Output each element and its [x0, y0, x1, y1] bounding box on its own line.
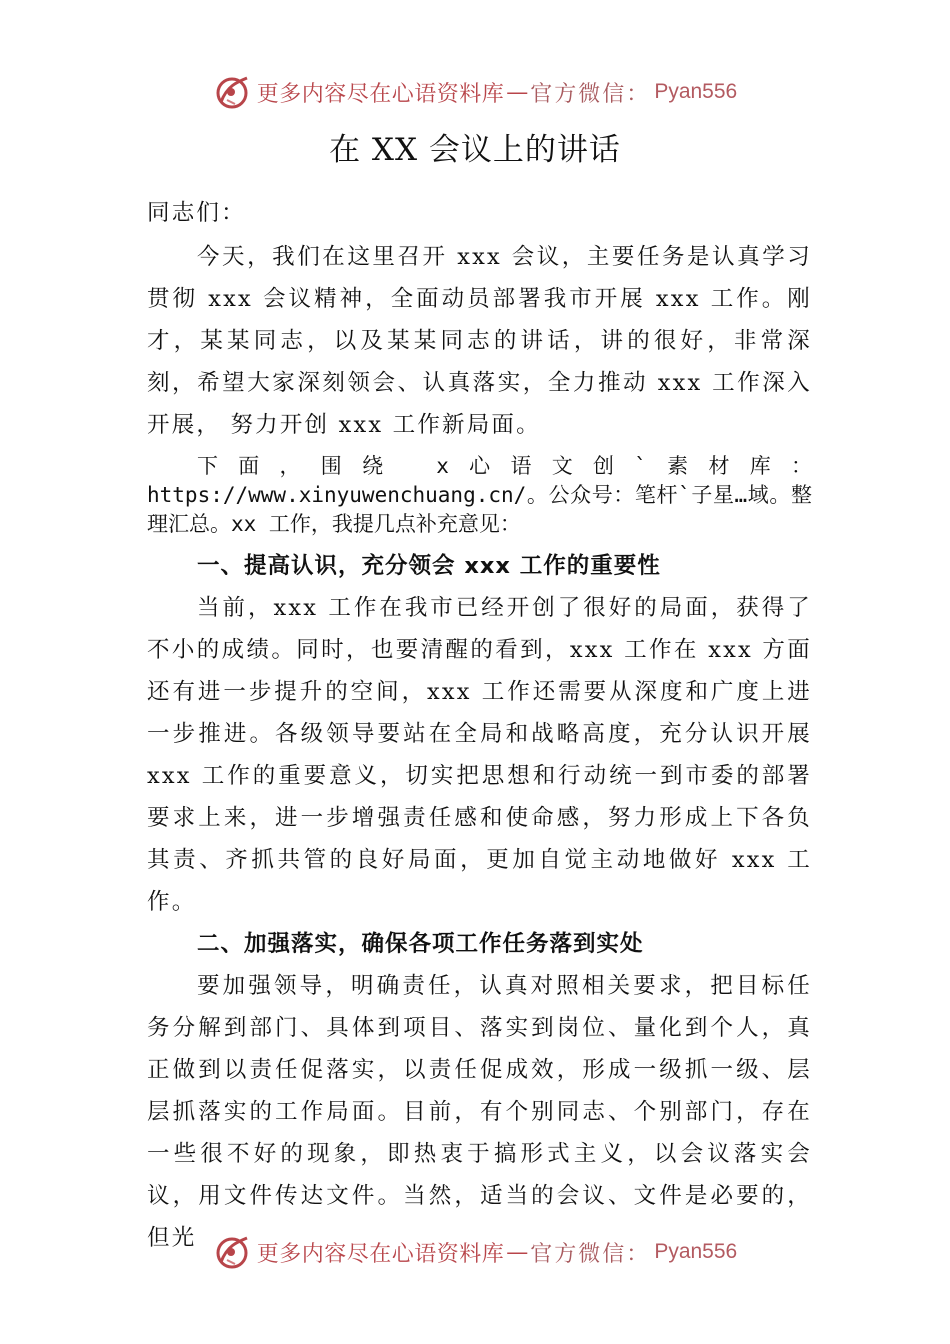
banner-wechat-label: 官方微信：: [530, 1241, 651, 1267]
banner-dash: —: [506, 79, 529, 105]
greeting: 同志们：: [147, 200, 246, 226]
section-heading-2: 二、加强落实，确保各项工作任务落到实处: [197, 931, 644, 957]
paragraph-intro: 今天，我们在这里召开 xxx 会议，主要任务是认真学习贯彻 xxx 会议精神，全面动员部署我市开展 xxx 工作。刚才，某某同志，以及某某同志的讲话，讲的很好，非常深刻，希望大家深刻领会、认真落实，全力推动 xxx 工作深入开展， 努力开创 xxx 工作新局面。: [147, 244, 812, 438]
document-title: 在 XX 会议上的讲话: [329, 132, 621, 168]
section-body-2: 要加强领导，明确责任，认真对照相关要求，把目标任务分解到部门、具体到项目、落实到岗位、量化到个人，真正做到以责任促落实，以责任促成效，形成一级抓一级、层层抓落实的工作局面。目前，有个别同志、个别部门，存在一些很不好的现象，即热衷于搞形式主义，以会议落实会议，用文件传达文件。当然，适当的会议、文件是必要的，但光: [147, 973, 812, 1251]
section-heading-1: 一、提高认识，充分领会 xxx 工作的重要性: [197, 553, 661, 579]
section-body-1: 当前，xxx 工作在我市已经开创了很好的局面，获得了不小的成绩。同时，也要清醒的看到，xxx 工作在 xxx 方面还有进一步提升的空间，xxx 工作还需要从深度和广度上进一步推进。各级领导要站在全局和战略高度，充分认识开展 xxx 工作的重要意义，切实把思想和行动统一到市委的部署要求上来，进一步增强责任感和使命感，努力形成上下各负其责、齐抓共管的良好局面，更加自觉主动地做好 xxx 工作。: [147, 595, 812, 915]
banner-dash: —: [506, 1239, 529, 1265]
footer-watermark-banner: [0, 1230, 950, 1274]
document-body: [147, 192, 812, 1259]
banner-text: 更多内容尽在心语资料库: [256, 1241, 505, 1267]
banner-wechat-label: 官方微信：: [530, 81, 651, 107]
paragraph-source-note: 下面，围绕 x心语文创`素材库：https://www.xinyuwenchuang.cn/。公众号：笔杆`子星…域。整理汇总。xx 工作，我提几点补充意见：: [147, 454, 812, 536]
banner-wechat-id: Pyan556: [654, 1240, 738, 1263]
logo-icon: [213, 72, 253, 112]
logo-icon: [213, 1232, 253, 1272]
banner-wechat-id: Pyan556: [654, 80, 738, 103]
header-watermark-banner: [0, 70, 950, 114]
banner-text: 更多内容尽在心语资料库: [256, 81, 505, 107]
